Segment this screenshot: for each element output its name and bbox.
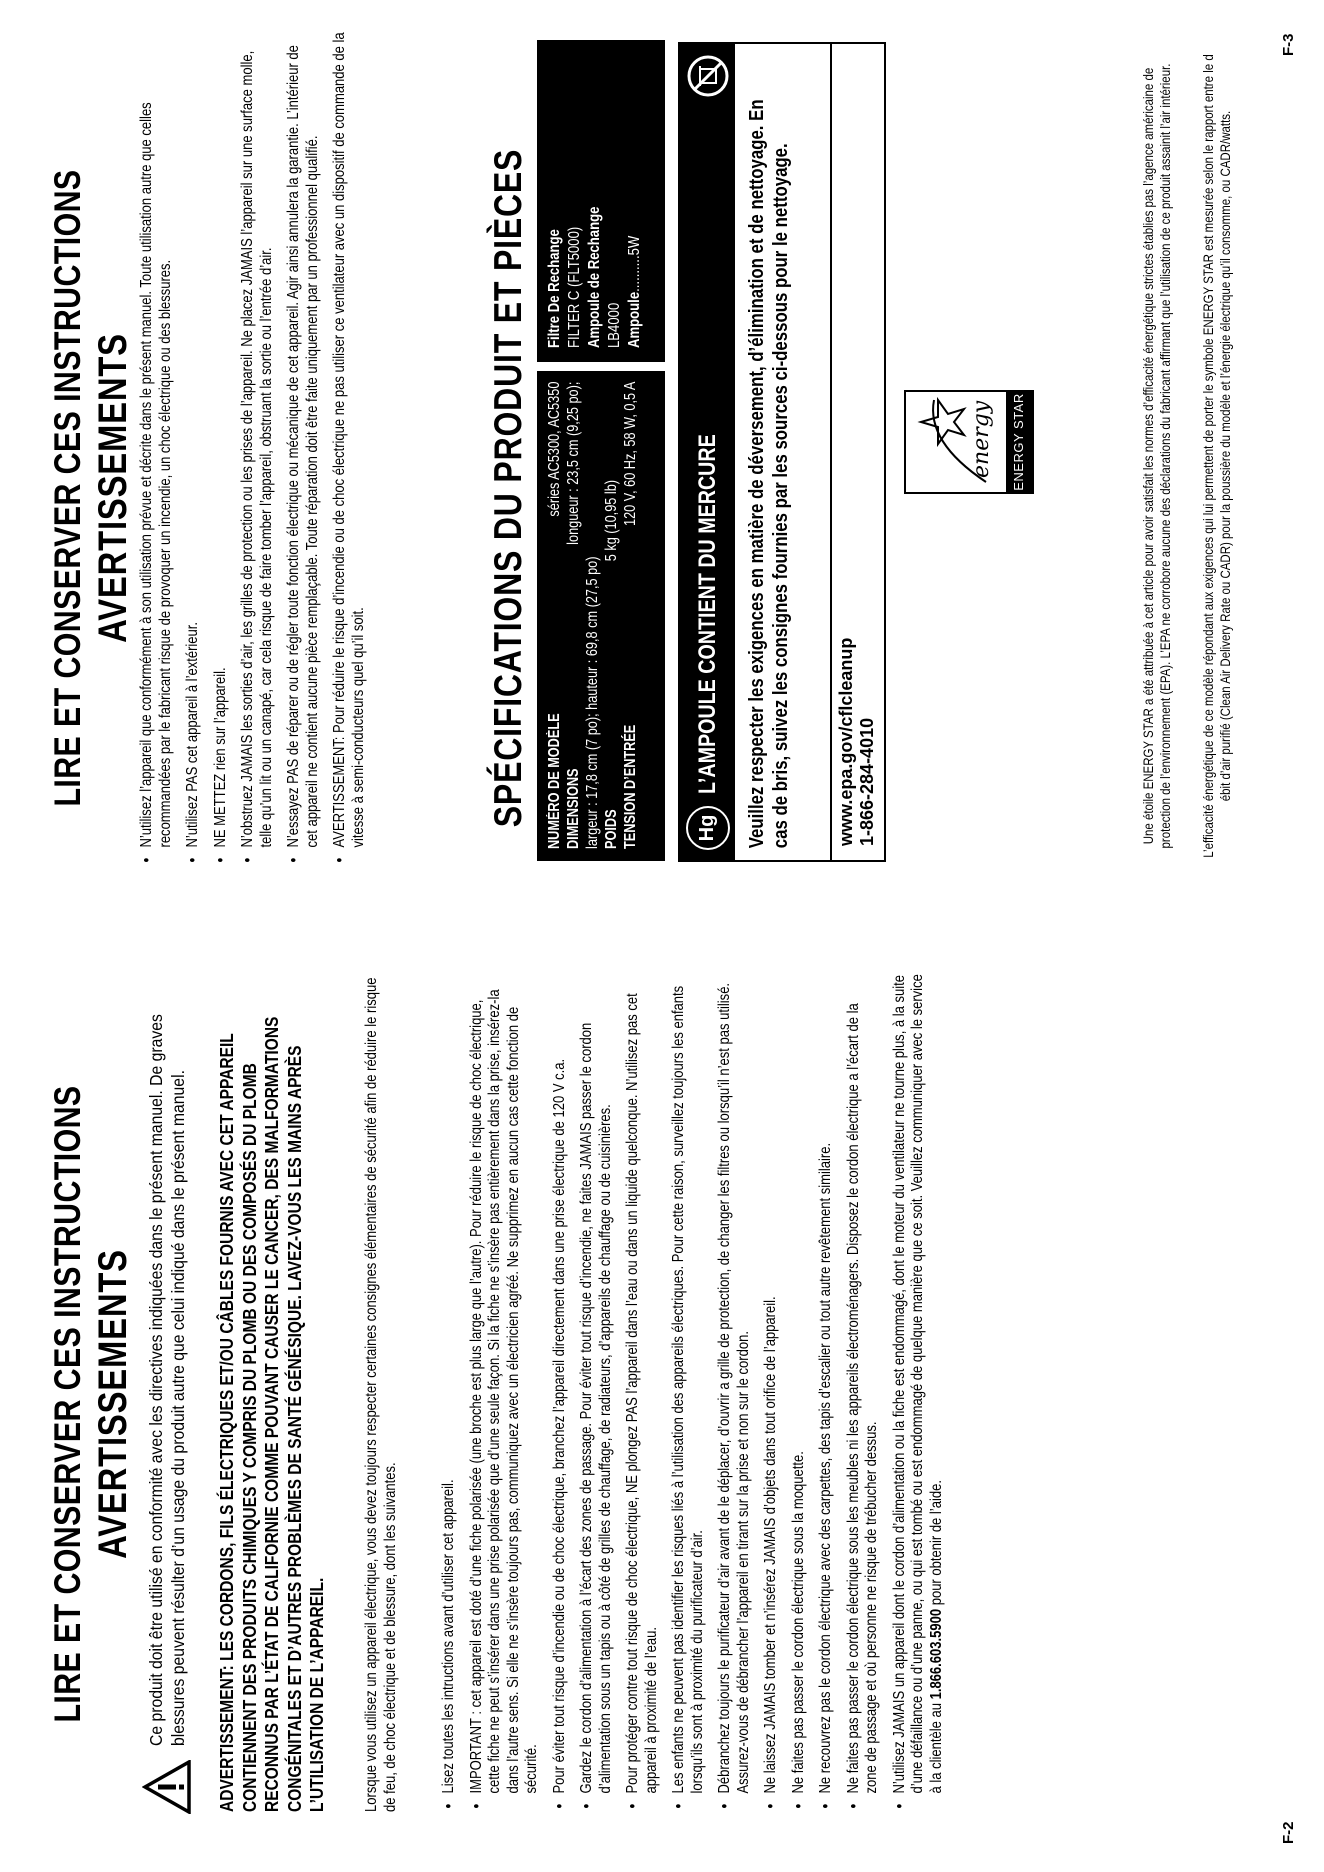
lead-warning: ADVERTISSEMENT: LES CORDONS, FILS ÉLECTRIQUES ET/OU CÂBLES FOURNIS AVEC CET APPAREIL CONTIENNENT DES PRODUITS CHIMIQUES Y COMPRIS DU PLOMB OU DES COMPOSÉS DU PLOMB RECONNUS PAR L’ÉTAT DE CALIFORNIE COMME POUVANT CAUSER LE CANCER, DES MALFORMATIONS CONGÉNITALES ET D’AUTRES PROBLÈMES DE SANTÉ GÉNÉSIQUE. LAVEZ-VOUS LES MAINS APRÈS L’UTILISATION DE L’APPAREIL. <box>216 1016 327 1812</box>
list-item-text: N’utilisez JAMAIS un appareil dont le cordon d’alimentation ou la fiche est endommagé, dont le moteur du ventilateur ne tourne plus, à la suite d’une défaillance ou d’une panne, ou qui est tombé ou est endommagé de quelque manière que ce soit. Veuillez communiquer avec le service à la clientèle au <box>890 974 945 1794</box>
list-item: • Les enfants ne peuvent pas identifier les risques liés à l’utilisation des appareils électriques. Pour cette raison, surveillez toujours les enfants lorsqu’ils sont à proximité du purificateur d’air. <box>670 972 707 1812</box>
list-item: • N’essayez PAS de réparer ou de régler toute fonction électrique ou mécanique de cet appareil. Agir ainsi annulera la garantie. L’intérieur de cet appareil ne contient aucune pièce remplaçable. Toute réparation doit être faite uniquement par un professionnel qualifié. <box>285 26 322 866</box>
intro-text: Ce produit doit être utilisé en conformité avec les directives indiquées dans le présent manuel. De graves blessures peuvent résulter d’un usage du produit autre que celui indiqué dans le présent manuel. <box>146 1014 188 1746</box>
page-title: LIRE ET CONSERVER CES INSTRUCTIONS <box>47 169 88 807</box>
warning-triangle-icon <box>142 1760 192 1814</box>
list-item: • Ne laissez JAMAIS tomber et n’insérez JAMAIS d’objets dans tout orifice de l’appareil. <box>762 972 781 1812</box>
no-trash-icon <box>686 54 730 98</box>
list-item: • Pour éviter tout risque d’incendie ou de choc électrique, branchez l’appareil directement dans une prise électrique de 120 V c.a. <box>551 972 570 1812</box>
mercury-url[interactable]: www.epa.gov/cflcleanup <box>836 637 856 846</box>
page-subtitle: AVERTISSEMENTS <box>91 333 135 643</box>
dimensions-value-2: largeur : 17,8 cm (7 po); hauteur : 69,8 cm (27,5 po) <box>584 556 601 849</box>
energy-star-label: ENERGY STAR <box>1011 393 1026 491</box>
list-item: • Pour protéger contre tout risque de choc électrique, NE plongez PAS l’appareil dans l’eau ou dans un liquide quelconque. N’utilisez pas cet appareil à proximité de l’eau. <box>624 972 661 1812</box>
spec-table-left <box>537 371 665 861</box>
energy-script: energy <box>969 400 994 478</box>
energy-star-text-1: Une étoile ENERGY STAR a été attribuée à cet article pour avoir satisfait les normes d’efficacité énergétique strictes établies pas l’agence américaine de protection de l’environnement (EPA). L’EPA ne corrobore aucune des déclarations du fabricant affirmant que l’utilisation de ce produit assainit l’air intérieur. <box>1140 63 1173 849</box>
mercury-text: Veuillez respecter les exigences en matière de déversement, d’élimination et de nettoyage. En cas de bris, suivez les consignes fournies par les sources ci-dessous pour le nettoyage. <box>746 99 792 849</box>
bulb-label: Ampoule de Rechange <box>586 206 603 348</box>
model-value: séries AC5300, AC5350 <box>546 381 563 517</box>
dimensions-value: longueur : 23,5 cm (9,25 po); <box>565 381 582 545</box>
bulb-watt-value: 5W <box>626 235 643 256</box>
mercury-notice <box>678 42 886 862</box>
filter-label: Filtre De Rechange <box>546 229 563 348</box>
voltage-label: TENSION D’ENTRÉE <box>622 724 639 849</box>
warnings-list <box>138 26 377 866</box>
dimensions-label: DIMENSIONS <box>565 768 582 849</box>
page-f2 <box>0 936 1324 1872</box>
safety-list <box>440 972 955 1812</box>
mercury-phone: 1-866-284-4010 <box>857 717 877 846</box>
weight-label: POIDS <box>603 809 620 849</box>
list-item: • IMPORTANT : cet appareil est doté d’une fiche polarisée (une broche est plus large que l’autre). Pour réduire le risque de choc électrique, cette fiche ne peut s’insérer dans une prise polarisée que d’une seule façon. Si la fiche ne s’insère pas entièrement dans la prise, insérez-la dans l’autre sens. Si elle ne s’insère toujours pas, communiquez avec un électricien agréé. Ne supprimez en aucun cas cette fonction de sécurité. <box>468 972 542 1812</box>
voltage-value: 120 V, 60 Hz, 58 W, 0,5 A <box>622 381 639 526</box>
mercury-heading: L’AMPOULE CONTIENT DU MERCURE <box>693 434 721 794</box>
energy-star-text-2: L’efficacité énergétique de ce modèle répondant aux exigences qui lui permettent de porter le symbole ENERGY STAR est mesurée selon le rapport entre le d ébit d’air purifié (Clean Air Delivery Rate ou CADR) pour la poussière du modèle et l’énergie électrique qu’il consomme, ou CADR/watts. <box>1200 54 1233 858</box>
energy-star-logo <box>904 390 1034 494</box>
list-item: • Ne faites pas passer le cordon électrique sous la moquette. <box>790 972 809 1812</box>
list-item <box>891 972 947 1812</box>
list-item: • Ne recouvrez pas le cordon électrique avec des carpettes, des tapis d’escalier ou tout autre revêtement similaire. <box>817 972 836 1812</box>
page-title: LIRE ET CONSERVER CES INSTRUCTIONS <box>47 1085 88 1723</box>
mercury-header <box>680 44 735 860</box>
hg-symbol: Hg <box>686 806 730 850</box>
spec-table-right: Filtre De Rechange FILTER C (FLT5000) Ampoule de Rechange LB4000 Ampoule..........5W <box>537 40 665 362</box>
weight-value: 5 kg (10,95 lb) <box>603 480 620 562</box>
list-item: • N’obstruez JAMAIS les sorties d’air, les grilles de protection ou les prises de l’appareil. Ne placez JAMAIS l’appareil sur une surface molle, telle qu’un lit ou un canapé, car cela risque de faire tomber l’appareil, obstruant la sortie ou l’entrée d’air. <box>239 26 276 866</box>
list-item: • Débranchez toujours le purificateur d’air avant de le déplacer, d’ouvrir a grille de protection, de changer les filtres ou lorsqu’il n’est pas utilisé. Assurez-vous de débrancher l’appareil en tirant sur la prise et non sur le cordon. <box>716 972 753 1812</box>
safety-intro: Lorsque vous utilisez un appareil électrique, vous devez toujours respecter certaines consignes élémentaires de sécurité afin de réduire le risque de feu, de choc électrique et de blessure, dont les suivantes. <box>363 977 399 1812</box>
page-subtitle: AVERTISSEMENTS <box>91 1249 135 1559</box>
list-item: • NE METTEZ rien sur l’appareil. <box>212 26 231 866</box>
list-item-text: pour obtenir de l’aide. <box>927 1480 945 1609</box>
bulb-value: LB4000 <box>606 302 623 348</box>
spec-title: SPÉCIFICATIONS DU PRODUIT ET PIÈCES <box>487 148 530 828</box>
support-phone: 1.866.603.5900 <box>927 1608 945 1700</box>
page-number: F-3 <box>1280 33 1297 56</box>
list-item: • Ne faites pas passer le cordon électrique sous les meubles ni les appareils électroménagers. Disposez le cordon électrique a l’écart de la zone de passage et où personne ne risque de trébucher dessus. <box>845 972 882 1812</box>
bulb-watt-label: Ampoule <box>626 291 643 348</box>
list-item: • N’utilisez PAS cet appareil à l’extérieur. <box>184 26 203 866</box>
list-item: • Gardez le cordon d’alimentation à l’écart des zones de passage. Pour éviter tout risque d’incendie, ne faites JAMAIS passer le cordon d’alimentation sous un tapis ou à côté de grilles de chauffage, de radiateurs, d’appareils de chauffage ou de cuisinières. <box>578 972 615 1812</box>
list-item: • N’utilisez l’appareil que conformément à son utilisation prévue et décrite dans le présent manuel. Toute utilisation autre que celles recommandées par le fabricant risque de provoquer un incendie, un choc électrique ou des blessures. <box>138 26 175 866</box>
page-number: F-2 <box>1280 1821 1297 1844</box>
list-item: • Lisez toutes les intructions avant d’utiliser cet appareil. <box>440 972 459 1812</box>
filter-value: FILTER C (FLT5000) <box>566 226 583 348</box>
list-item: • AVERTISSEMENT: Pour réduire le risque d’incendie ou de choc électrique ne pas utiliser ce ventilateur avec un dispositif de commande de la vitesse à semi-conducteurs quel qu’il soit. <box>331 26 368 866</box>
model-label: NUMÉRO DE MODÈLE <box>546 713 563 849</box>
